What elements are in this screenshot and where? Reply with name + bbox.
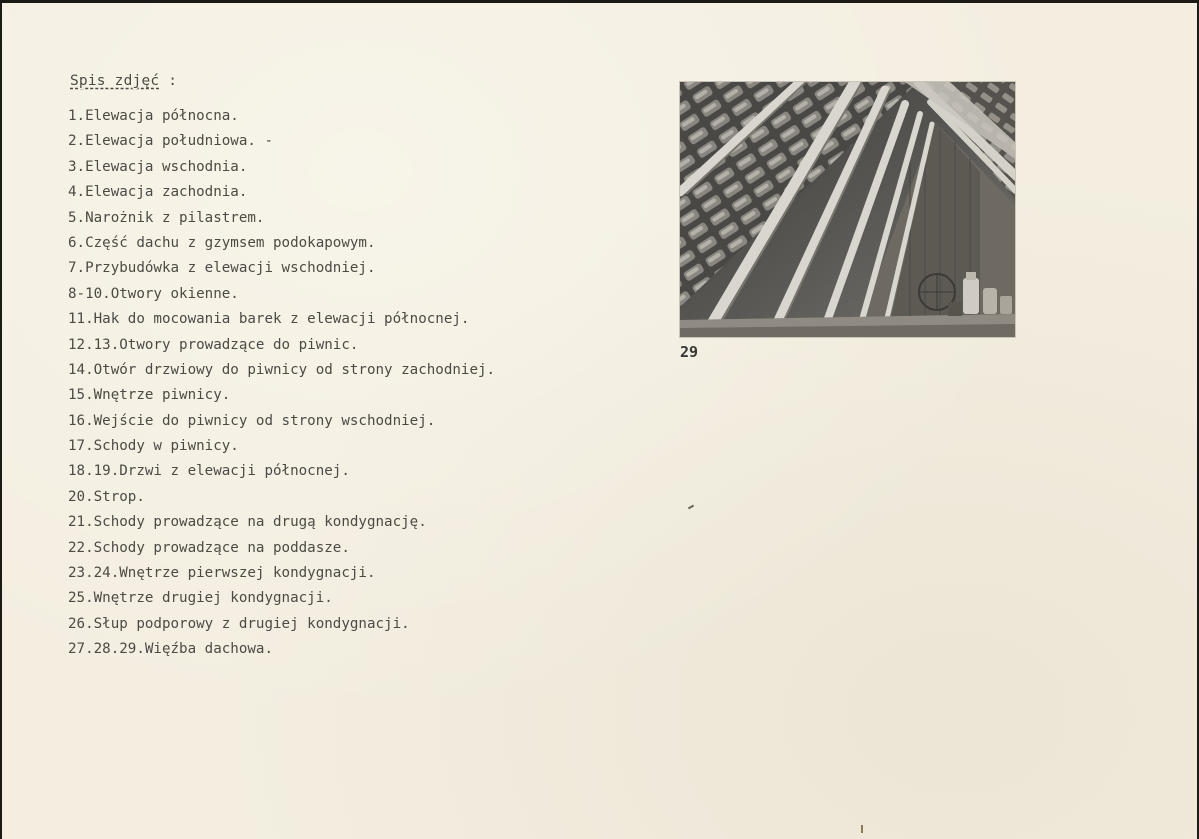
list-item: 11.Hak do mocowania barek z elewacji północnej. — [68, 311, 470, 328]
list-item: 6.Część dachu z gzymsem podokapowym. — [68, 234, 376, 251]
list-item: 21.Schody prowadzące na drugą kondygnację. — [68, 514, 427, 531]
list-item: 18.19.Drzwi z elewacji północnej. — [68, 463, 350, 480]
list-item: 5.Narożnik z pilastrem. — [68, 209, 265, 226]
photo-number: 29 — [680, 343, 699, 361]
ink-mark — [861, 825, 863, 833]
list-item: 15.Wnętrze piwnicy. — [68, 387, 231, 404]
list-item: 27.28.29.Więźba dachowa. — [68, 641, 273, 658]
list-item: 8-10.Otwory okienne. — [68, 285, 239, 302]
heading-colon: : — [159, 73, 178, 89]
list-item: 16.Wejście do piwnicy od strony wschodniej. — [68, 412, 436, 429]
list-item: 4.Elewacja zachodnia. — [68, 184, 248, 201]
list-item: 14.Otwór drzwiowy do piwnicy od strony zachodniej. — [68, 361, 496, 378]
list-item: 2.Elewacja południowa. - — [68, 133, 273, 150]
photo-list — [68, 104, 495, 663]
list-item: 3.Elewacja wschodnia. — [68, 158, 248, 175]
heading-title: Spis zdjęć — [70, 73, 160, 89]
list-item: 23.24.Wnętrze pierwszej kondygnacji. — [68, 565, 376, 582]
list-item: 12.13.Otwory prowadzące do piwnic. — [68, 336, 359, 353]
ink-mark — [688, 505, 694, 510]
attic-roof-photo — [679, 81, 1016, 338]
list-item: 22.Schody prowadzące na poddasze. — [68, 539, 350, 556]
list-item: 1.Elewacja północna. — [68, 108, 239, 124]
roof-truss-image — [680, 82, 1016, 338]
list-item: 20.Strop. — [68, 488, 145, 505]
list-item: 17.Schody w piwnicy. — [68, 438, 239, 455]
list-heading — [70, 73, 177, 89]
list-item: 7.Przybudówka z elewacji wschodniej. — [68, 260, 376, 277]
list-item: 25.Wnętrze drugiej kondygnacji. — [68, 590, 333, 607]
list-item: 26.Słup podporowy z drugiej kondygnacji. — [68, 615, 410, 632]
